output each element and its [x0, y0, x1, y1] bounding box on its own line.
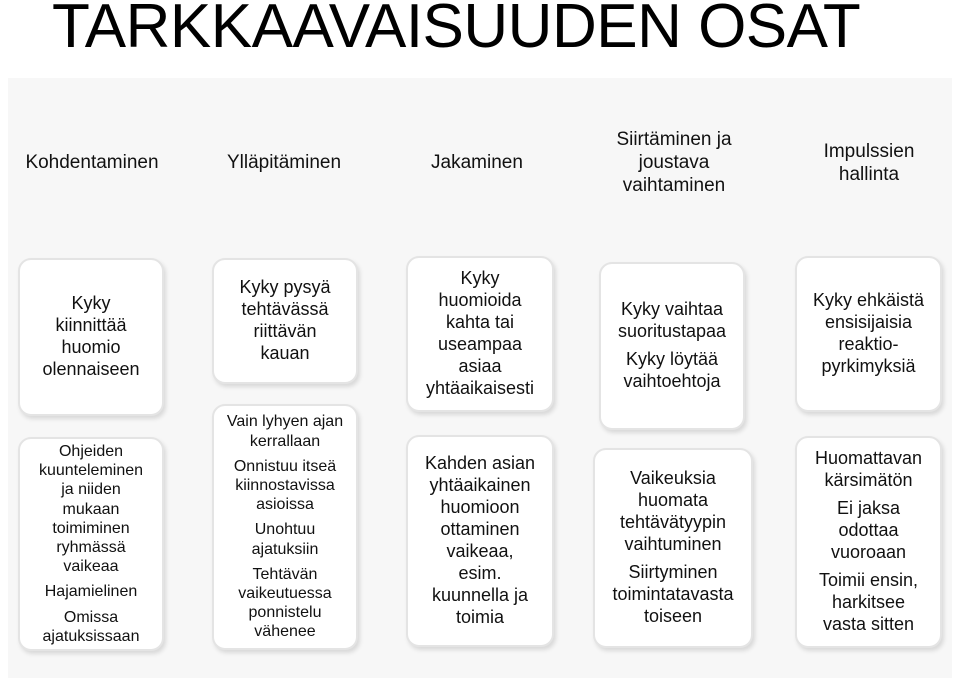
difficulty-box-kohdentaminen [18, 437, 164, 651]
difficulty-box-yllapitaminen [212, 404, 358, 650]
difficulty-text: Omissa ajatuksissaan [42, 608, 140, 645]
ability-box-kohdentaminen [18, 258, 164, 416]
difficulty-text: Onnistuu itseä kiinnostavissa asioissa [233, 457, 337, 514]
ability-text: Kyky pysyä tehtävässä riittävän kauan [239, 277, 331, 363]
difficulty-text: Tehtävän vaikeutuessa ponnistelu vähenee [238, 565, 332, 641]
difficulty-text: Hajamielinen [44, 583, 138, 601]
slide-title: TARKKAAVAISUUDEN OSAT [52, 0, 861, 61]
ability-box-siirtaminen [599, 262, 745, 430]
difficulty-text: Toimii ensin, harkitsee vasta sitten [818, 569, 919, 634]
difficulty-text: Vaikeuksia huomata tehtävätyypin vaihtuminen [619, 468, 727, 555]
ability-text: Kyky vaihtaa suoritustapaa [617, 299, 727, 342]
difficulty-box-siirtaminen [593, 448, 753, 648]
difficulty-text: Ohjeiden kuunteleminen ja niiden mukaan toimiminen ryhmässä vaikeaa [38, 443, 144, 576]
ability-text: Kyky huomioida kahta tai useampaa asiaa yhtäaikaisesti [425, 268, 535, 398]
column-header-siirtaminen: Siirtäminen ja joustava vaihtaminen [616, 129, 732, 196]
difficulty-text: Vain lyhyen ajan kerrallaan [226, 413, 344, 450]
difficulty-text: Siirtyminen toimintatavasta toiseen [612, 561, 734, 626]
column-header-impulssien-hallinta: Impulssien hallinta [823, 141, 915, 185]
column-header-yllapitaminen: Ylläpitäminen [226, 152, 342, 173]
ability-box-impulssien-hallinta [795, 256, 942, 412]
ability-text: Kyky ehkäistä ensisijaisia reaktio- pyrkimyksiä [812, 290, 925, 376]
ability-text: Kyky kiinnittää huomio olennaiseen [42, 293, 140, 379]
column-header-kohdentaminen: Kohdentaminen [25, 152, 159, 173]
difficulty-box-impulssien-hallinta [795, 436, 942, 648]
difficulty-text: Kahden asian yhtäaikainen huomioon ottaminen vaikeaa, esim. kuunnella ja toimia [424, 453, 536, 627]
ability-box-yllapitaminen [212, 258, 358, 384]
difficulty-text: Unohtuu ajatuksiin [251, 521, 319, 558]
ability-box-jakaminen [406, 256, 554, 412]
difficulty-box-jakaminen [406, 435, 554, 647]
ability-text: Kyky löytää vaihtoehtoja [623, 349, 721, 391]
difficulty-text: Ei jaksa odottaa vuoroaan [830, 498, 907, 562]
difficulty-text: Huomattavan kärsimätön [814, 448, 923, 491]
column-header-jakaminen: Jakaminen [431, 152, 523, 173]
